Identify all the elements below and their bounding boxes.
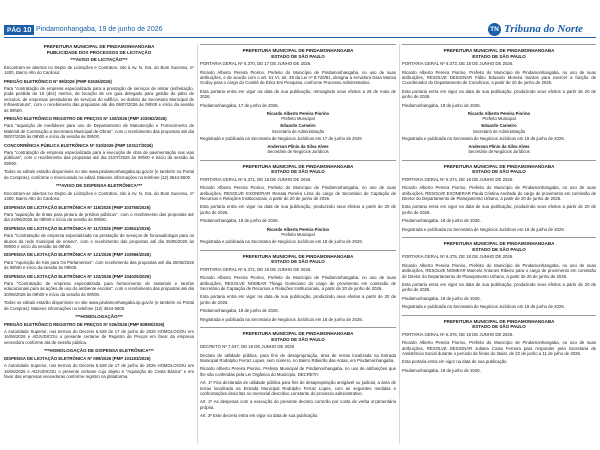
page-label: PÁG (7, 27, 22, 34)
paragraph: Esta portaria entra em vigor na data de sua publicação. (402, 359, 508, 365)
portaria-block (200, 160, 396, 245)
paragraph: Art. 3º Este decreto entra em vigor na data de sua publicação. (200, 413, 319, 419)
portaria-block (402, 160, 596, 232)
homologacao-heading: ***HOMOLOGAÇÃO DE DISPENSA ELETRÔNICA*** (44, 348, 154, 354)
process-heading: DISPENSA DE LICITAÇÃO ELETRÔNICA Nº 122/2026 (PMP 104025/2026) (4, 273, 151, 279)
paragraph: Para "Aquisição de Kits para Os Parlamentos", com recebimento das propostas até dia 30/06/2026 às 09h00 e início da sessão às 09h00. (4, 259, 194, 271)
paragraph: Esta portaria entra em vigor na data de sua publicação, retroagindo seus efeitos a 29 de maio de 2026. (200, 88, 396, 100)
process-heading: PREGÃO ELETRÔNICO REGISTRO DE PREÇOS Nº 100/2026 (PMP 103062/2026) (4, 116, 167, 122)
aviso-heading: ***AVISO DE DISPENSA ELETRÔNICA*** (55, 183, 143, 189)
signer-role: Secretário de Negócios Jurídicos (468, 149, 530, 155)
section-title: PREFEITURA MUNICIPAL DE PINDAMONHANGABA ESTADO DE SÃO PAULO (242, 163, 354, 175)
signature-legal (402, 144, 596, 154)
column-licitacoes (4, 44, 194, 446)
signer-name: Anderson Plínio da Silva Alves (468, 144, 530, 150)
paragraph: Declara de utilidade pública, para fins de desapropriação, área de terras localizada na Estrada Municipal Rodolpho Ferraz Lopes, sem número, no Bairro Ribeirão das Antas, em Pindamonhangaba. (200, 352, 396, 363)
process-heading: DISPENSA DE LICITAÇÃO ELETRÔNICA Nº 117/2026 (PMP 103941/2026) (4, 225, 151, 231)
portaria-block (402, 315, 596, 374)
portaria-number: PORTARIA GERAL Nº 6.371, DE 18 DE JUNHO DE 2026. (200, 176, 312, 182)
aviso-heading: ***AVISO DE LICITAÇÃO*** (70, 57, 128, 63)
portaria-number: PORTARIA GERAL Nº 6.375, DE 18 DE JUNHO DE 2026. (402, 254, 514, 260)
paragraph: Ricardo Alberto Pereira Piorino, Prefeito do Município de Pindamonhangaba, no uso de suas atribuições, RESOLVE DESIGNAR Fábio Eduardo Moreira Santos para exercer a função de Coordenador do Departamento de Convênios, a partir de 20 de junho de 2026. (402, 69, 596, 86)
column-portarias (200, 44, 396, 446)
paragraph: Para "Contratação de empresa especializada para fornecimento de materiais e tarefas educacionais para as ações de uso do ambiente escolar", com o recebimento das propostas até dia 30/06/2026 às 09h00 e início da sessão às 09h00. (4, 280, 194, 297)
edition-date: Pindamonhangaba, 19 de junho de 2026 (36, 26, 163, 33)
paragraph: Encontram-se abertos no Depto de Licitações e Contratos, sito à Av. N. Sra. do Bom Sucesso, nº 1400, Bairro Alto do Cardoso: (4, 190, 194, 202)
portaria-block (402, 237, 596, 309)
date-line: Pindamonhangaba, 18 de junho de 2026. (200, 218, 279, 224)
paragraph: Para "contratação de empresa especializada para a prestação de serviços de retirar (esfreitação, poda perdida de 10 (dez) metros, de locação de um guia delegado para gestão do pátio de veículos, de empresas prestadoras de serviços do edifício, no âmbito da Secretaria Municipal de Infraestrutura", com o recebimento das propostas até dia 06/07/2026 às 09h00 e início da sessão às 09h00. (4, 86, 194, 113)
process-heading: DISPENSA DE LICITAÇÃO ELETRÔNICA Nº 121/2026 (PMP 103956/2026) (4, 252, 151, 258)
paragraph: Ricardo Alberto Pereira Piorino, Prefeito Municipal de Pindamonhangaba, no uso de atribuições que lhe são conferidas pela Lei Orgânica do Município, DECRETA: (200, 366, 396, 377)
decreto-number: DECRETO Nº 7.047, DE 18 DE JUNHO DE 2026 (200, 344, 295, 350)
paragraph: Esta portaria entra em vigor na data de sua publicação, produzindo seus efeitos a partir de 20 de junho de 2026. (402, 281, 596, 293)
date-line: Pindamonhangaba, 18 de junho de 2026. (402, 295, 481, 301)
portaria-block (200, 250, 396, 322)
signature-legal (200, 144, 396, 154)
section-title: PREFEITURA MUNICIPAL DE PINDAMONHANGABA PUBLICIDADE DOS PROCESSOS DE LICITAÇÃO (43, 44, 155, 55)
paragraph: Para "aquisição de tintas para pintura de prédios públicos", com o recebimento das propostas até dia 24/06/2026 às 09h00 e início da sessão às 09h00. (4, 211, 194, 223)
signature-admin (200, 123, 396, 133)
process-heading: CONCORRÊNCIA PÚBLICA ELETRÔNICA Nº 010/2026 (PMP 103117/2026) (4, 142, 153, 148)
paragraph: A Autoridade Superior, nos termos do Decreto 6.528 de 17 de junho de 2026 HOMOLOGOU em 16/06/2026 e ADJUDICOU o presente certame de Registro de Preços em favor da empresa vencedora conforme ata de sessão pública. (4, 329, 194, 345)
process-heading: PREGÃO ELETRÔNICO Nº 98/2026 (PMP 61536/2026) (4, 78, 112, 84)
signature-mayor (402, 111, 596, 121)
paragraph: Esta portaria entra em vigor na data de sua publicação, produzindo seus efeitos a partir de 20 de junho de 2026. (200, 294, 396, 305)
section-title: PREFEITURA MUNICIPAL DE PINDAMONHANGABA ESTADO DE SÃO PAULO (242, 253, 354, 265)
process-heading: DISPENSA DE LICITAÇÃO ELETRÔNICA Nº 099/2026 (PMP 101183/2026) (4, 355, 151, 361)
registration-line: Registrada e publicada na Secretaria de Negócios Jurídicos em 18 de junho de 2026. (200, 316, 363, 322)
signer-role: Prefeito Municipal (482, 116, 516, 122)
paragraph: A Autoridade Superior, nos termos do Decreto 6.528 de 17 de junho de 2026 HOMOLOGOU em 16/06/2026 e ADJUDICOU o presente certame cujo objeto é "Aquisição de Cesta Básica" e em favor das empresas vencedoras conforme registro na plataforma. (4, 363, 194, 380)
signature-mayor (200, 111, 396, 121)
column-divider (399, 44, 400, 444)
date-line: Pindamonhangaba, 18 de junho de 2026. (402, 367, 481, 373)
section-title: PREFEITURA MUNICIPAL DE PINDAMONHANGABA ESTADO DE SÃO PAULO (242, 48, 354, 59)
date-line: Pindamonhangaba, 17 de junho de 2026. (200, 102, 279, 108)
portaria-number: PORTARIA GERAL Nº 6.373, DE 18 DE JUNHO DE 2026. (402, 61, 514, 67)
registration-line: Registrada e publicada na Secretaria de Negócios Jurídicos em 18 de junho de 2026. (402, 135, 565, 141)
portaria-block (402, 44, 596, 155)
paragraph: Para "Contratação de empresa especializada na prestação de serviços de fonoaudiologia para os alunos da rede municipal de ensino", com o recebimento das propostas até dia 25/06/2026 às 09h00 e início da sessão às 09h00. (4, 233, 194, 249)
registration-line: Registrada e publicada na Secretaria de Negócios Jurídicos em 18 de junho de 2026. (200, 239, 363, 245)
portaria-number: PORTARIA GERAL Nº 6.370, DE 17 DE JUNHO DE 2026. (200, 61, 312, 67)
paragraph: Ricardo Alberto Pereira Piorino, Prefeito do Município de Pindamonhangaba, no uso de suas atribuições, RESOLVE NOMEAR Marcelo Antunes Ribeiro para o cargo de provimento em comissão de Diretor do Departamento de Planejamento Urbano, a partir de 20 de junho de 2026. (402, 262, 596, 279)
paragraph: Ricardo Alberto Pereira Piorino, Prefeito do Município de Pindamonhangaba, no uso de suas atribuições, RESOLVE DESIGNAR Juliana Costa Ferreira para responder pela Secretaria de Assistência Social durante o período de férias do titular, de 22 de junho a 11 de julho de 2026. (402, 340, 596, 356)
column-divider (197, 44, 198, 444)
paragraph: Ricardo Alberto Pereira Piorino, Prefeito do Município de Pindamonhangaba, no uso de suas atribuições, e de acordo com o art. 61 VI, art. 38 da Lei nº 8.720/81, designa a servidora Dara Marisa Godoy para o cargo do Comitê de Ética Em Pesquisa, conforme Processo Administrativo. (200, 69, 396, 86)
signer-role: Secretário de Negócios Jurídicos (267, 149, 329, 155)
date-line: Pindamonhangaba, 18 de junho de 2026. (402, 218, 481, 224)
date-line: Pindamonhangaba, 18 de junho de 2026. (402, 102, 481, 108)
section-title: PREFEITURA MUNICIPAL DE PINDAMONHANGABA ESTADO DE SÃO PAULO (443, 163, 555, 175)
paragraph: Ricardo Alberto Pereira Piorino, Prefeito do Município de Pindamonhangaba, no uso de suas atribuições, RESOLVE EXONERAR Paula Cristina Andrade do cargo de provimento em comissão de Diretor do Departamento de Planejamento Urbano, a partir de 20 de junho de 2026. (402, 185, 596, 202)
process-heading: DISPENSA DE LICITAÇÃO ELETRÔNICA Nº 116/2026 (PMP 103755/2026) (4, 204, 151, 210)
paragraph: Esta portaria entra em vigor na data de sua publicação, produzindo seus efeitos a partir de 20 de junho de 2026. (200, 204, 396, 215)
portaria-number: PORTARIA GERAL Nº 6.372, DE 18 DE JUNHO DE 2026. (200, 266, 312, 272)
paragraph: Para "aquisição de medidores para uso do Departamento de Manutenção e Fornecimento de Material de Construção a Secretaria Municipal de Obras", com o recebimento das propostas até dia 08/07/2026 às 09h00 e início da sessão às 09h00. (4, 123, 194, 140)
signer-role: Prefeito Municipal (281, 116, 315, 122)
date-line: Pindamonhangaba, 18 de junho de 2026. (200, 308, 279, 314)
section-title: PREFEITURA MUNICIPAL DE PINDAMONHANGABA ESTADO DE SÃO PAULO (443, 241, 555, 252)
newspaper-title: Tribuna do Norte (504, 23, 584, 35)
paragraph: Esta portaria entra em vigor na data de sua publicação, produzindo seus efeitos a partir de 20 de junho de 2026. (402, 88, 596, 100)
signer-role: Secretário de Administração (271, 128, 325, 134)
paragraph: Para "contratação de empresa especializada para a execução de obra de pavimentação nas vias públicas", com o recebimento das propostas até dia 21/07/2026 às 09h00 e início da sessão às 09h00. (4, 150, 194, 166)
portaria-number: PORTARIA GERAL Nº 6.376, DE 18 DE JUNHO DE 2026. (402, 331, 514, 337)
page-badge (4, 25, 34, 35)
paragraph: Esta portaria entra em vigor na data de sua publicação, produzindo seus efeitos a partir de 20 de junho de 2026. (402, 204, 596, 215)
paragraph: Ricardo Alberto Pereira Piorino, Prefeito do Município de Pindamonhangaba, no uso de suas atribuições, RESOLVE EXONERAR Renata Pereira Lima do cargo de Secretário de Captação de Recursos e Relações Institucionais, a partir de 20 de junho de 2026. (200, 185, 396, 202)
section-title: PREFEITURA MUNICIPAL DE PINDAMONHANGABA ESTADO DE SÃO PAULO (443, 48, 555, 59)
paragraph: Art. 2º As despesas com a execução do presente decreto correrão por conta de verba orçamentária própria. (200, 399, 396, 410)
column-portarias-2 (402, 44, 596, 446)
paragraph: Encontram-se abertos no Depto de Licitações e Contratos, sito à Av. N. Sra. do Bom Sucesso, nº 1400, Bairro Alto do Cardoso: (4, 64, 194, 76)
paragraph: Ricardo Alberto Pereira Piorino, Prefeito do Município de Pindamonhangaba, no uso de suas atribuições, RESOLVE NOMEAR Thiago Domiciano do cargo de provimento em comissão de Secretário de Captação de Recursos e Relações Institucionais, a partir de 20 de junho de 2026. (200, 275, 396, 291)
signature-mayor (200, 227, 396, 237)
signer-role: Secretário de Administração (472, 128, 526, 134)
homologacao-heading: ***HOMOLOGAÇÃO*** (75, 314, 123, 319)
paragraph: Art. 1º Fica declarada de utilidade pública para fins de desapropriação amigável ou judicial, a área de terras localizada na Estrada Municipal Rodolpho Ferraz Lopes, com as seguintes medidas e confrontações descritas no memorial descritivo constante do processo administrativo. (200, 380, 396, 396)
signer-name: Ricardo Alberto Pereira Piorino (266, 226, 330, 232)
newspaper-logo[interactable] (488, 22, 583, 36)
section-title: PREFEITURA MUNICIPAL DE PINDAMONHANGABA ESTADO DE SÃO PAULO (443, 318, 555, 330)
signer-name: Ricardo Alberto Pereira Piorino (266, 111, 330, 117)
signer-name: Anderson Plínio da Silva Alves (267, 144, 329, 150)
signer-role: Prefeito Municipal (281, 231, 315, 237)
page-header (0, 0, 600, 34)
portaria-block (200, 44, 396, 155)
paragraph: Todos os editais estarão disponíveis no site www.pindamonhangaba.sp.gov.br (e também no Portal de Compras). Maiores informações no telefone (12) 3644-5600. (4, 300, 194, 311)
process-heading: PREGÃO ELETRÔNICO REGISTRO DE PREÇOS Nº 026/2026 (PMP 80890/2026) (4, 321, 165, 327)
registration-line: Registrada e publicada na Secretaria de Negócios Jurídicos em 18 de junho de 2026. (402, 304, 565, 310)
paragraph: Todos os editais estarão disponíveis no site www.pindamonhangaba.sp.gov.br (e também no Portal de Compras), conforme o mencionado no edital. Maiores informações no telefone (12) 3644-5600. (4, 169, 194, 180)
portaria-number: PORTARIA GERAL Nº 6.374, DE 18 DE JUNHO DE 2026. (402, 176, 514, 182)
registration-line: Registrada e publicada na Secretaria de Negócios Jurídicos em 17 de junho de 2026 (200, 135, 362, 141)
signer-name: Eduardo Carneiro (280, 123, 316, 129)
header-rule (4, 37, 596, 38)
decreto-block (200, 327, 396, 419)
page-number: 10 (23, 25, 32, 34)
signer-name: Eduardo Carneiro (481, 123, 517, 129)
tn-logo-icon: TN (488, 23, 501, 36)
section-title: PREFEITURA MUNICIPAL DE PINDAMONHANGABA ESTADO DE SÃO PAULO (242, 330, 354, 342)
signer-name: Ricardo Alberto Pereira Piorino (467, 111, 531, 117)
signature-admin (402, 123, 596, 133)
registration-line: Registrada e publicada na Secretaria de Negócios Jurídicos em 18 de junho de 2026. (402, 226, 565, 232)
